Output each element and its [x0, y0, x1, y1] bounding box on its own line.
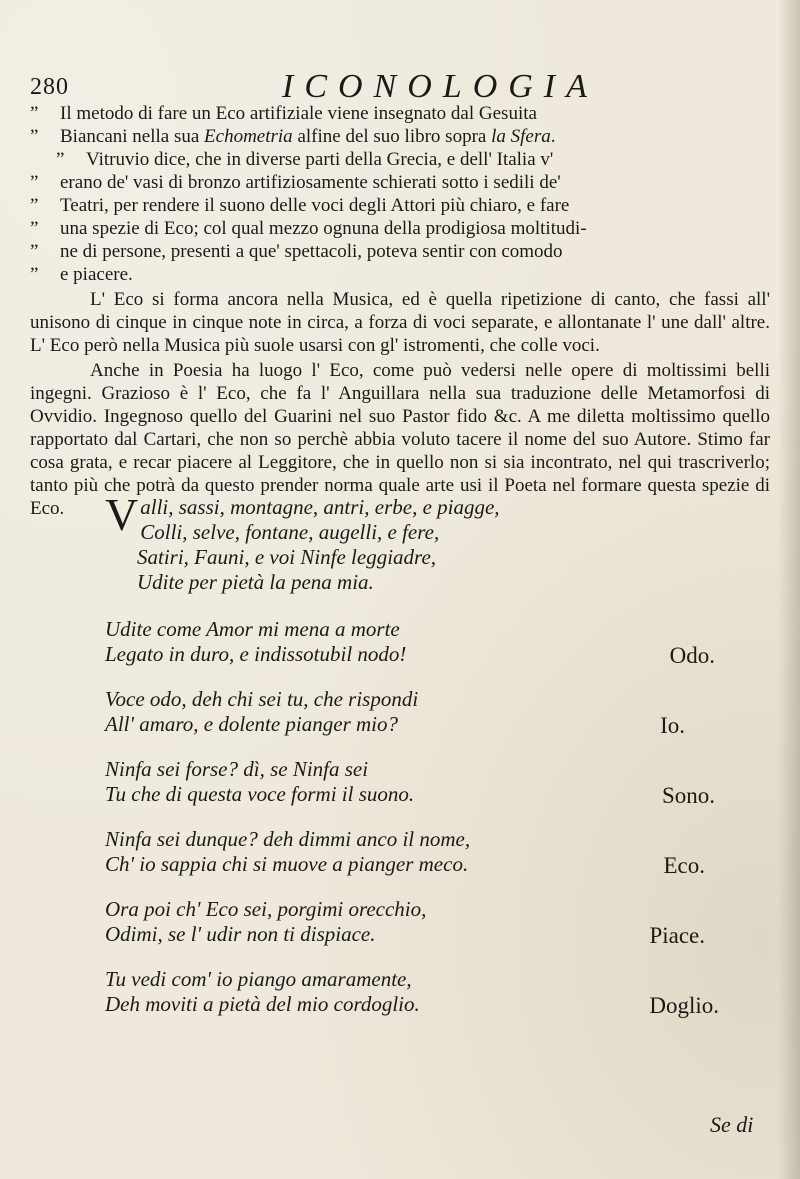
paragraph-poesia: Anche in Poesia ha luogo l' Eco, come può vedersi nelle opere di moltissimi belli ingegni. Grazioso è l' Eco, che fa l' Anguillara nella sua traduzione delle Metamorfosi di Ovvidio. Ingegnoso quello del Guarini nel suo Pastor fido &c. A me diletta moltissimo quello rapportato dal Cartari, che non so perchè abbia voluto tacere il nome del suo Autore. Stimo far cosa grata, e recar piacere al Leggitore, che in quello non si sia incontrato, nel qui trascriverlo; tanto più che potrà da questo prender norma quale arte usi il Poeta nel formare questa spezie di Eco. [30, 360, 770, 519]
poem-stanza [105, 757, 715, 808]
verse-line: Ninfa sei dunque? deh dimmi anco il nome, [105, 827, 471, 851]
echo-response: Odo. [669, 643, 715, 668]
verse-line: Udite per pietà la pena mia. [137, 570, 374, 594]
quote-line-1: ” Il metodo di fare un Eco artifiziale viene insegnato dal Gesuita [30, 103, 537, 124]
quote-mark: ” [30, 195, 39, 216]
quote-line-8: ” e piacere. [30, 264, 133, 285]
quote-mark: ” [30, 241, 39, 262]
quote-line-2: ” Biancani nella sua Echometria alfine del suo libro sopra la Sfera. [30, 126, 556, 147]
quote-mark: ” [30, 172, 39, 193]
echo-response: Sono. [661, 783, 715, 808]
verse-line: Ninfa sei forse? dì, se Ninfa sei [105, 757, 369, 781]
echo-response: Io. [660, 713, 685, 738]
poem-stanza [105, 897, 705, 947]
quote-line-7: ” ne di persone, presenti a que' spettacoli, poteva sentir con comodo [30, 241, 563, 262]
book-title-echometria: Echometria [204, 126, 293, 147]
paragraph-musica: L' Eco si forma ancora nella Musica, ed è quella ripetizione di canto, che fassi all' unisono di cinque in cinque note in circa, a forza di voci separate, e allontanate l' une dall' altre. L' Eco però nella Musica più suole usarsi con gl' istromenti, che colle voci. [30, 289, 770, 356]
quote-line-3: ” Vitruvio dice, che in diverse parti della Grecia, e dell' Italia v' [56, 149, 554, 170]
verse-line: Tu che di questa voce formi il suono. [105, 782, 415, 806]
poem-stanza-intro [105, 489, 705, 595]
quote-mark: ” [30, 126, 39, 147]
quote-mark: ” [30, 103, 39, 124]
poem-stanza [105, 967, 719, 1018]
book-title-la-sfera: la Sfera [491, 126, 551, 147]
verse-line: Colli, selve, fontane, augelli, e fere, [140, 520, 440, 544]
verse-line: Voce odo, deh chi sei tu, che rispondi [105, 687, 419, 711]
catchword: Se di [710, 1112, 754, 1137]
page-edge-shadow [778, 0, 800, 1179]
running-title: ICONOLOGIA [282, 68, 598, 105]
poem-stanza [105, 827, 705, 877]
page-number: 280 [30, 74, 69, 100]
verse-line: All' amaro, e dolente pianger mio? [105, 712, 399, 736]
verse-line: Ora poi ch' Eco sei, porgimi orecchio, [105, 897, 427, 921]
echo-poem [105, 489, 719, 1037]
poem-stanza [105, 617, 715, 668]
verse-line: Udite come Amor mi mena a morte [105, 617, 400, 641]
poem-stanza [105, 687, 705, 737]
prose-body [30, 102, 770, 520]
quote-mark: ” [56, 149, 65, 170]
verse-line: Legato in duro, e indissotubil nodo! [105, 642, 407, 666]
verse-line: alli, sassi, montagne, antri, erbe, e piagge, [140, 495, 500, 519]
echo-response: Piace. [649, 923, 705, 948]
drop-cap: V [105, 489, 139, 540]
quote-mark: ” [30, 264, 39, 285]
verse-line: Odimi, se l' udir non ti dispiace. [105, 922, 376, 946]
quote-line-4: ” erano de' vasi di bronzo artifiziosamente schierati sotto i sedili de' [30, 172, 561, 193]
verse-line: Satiri, Fauni, e voi Ninfe leggiadre, [137, 545, 437, 569]
quote-mark: ” [30, 218, 39, 239]
quote-line-6: ” una spezie di Eco; col qual mezzo ognuna della prodigiosa moltitudi- [30, 218, 587, 239]
verse-line: Tu vedi com' io piango amaramente, [105, 967, 412, 991]
verse-line: Deh moviti a pietà del mio cordoglio. [105, 992, 420, 1016]
echo-response: Eco. [663, 853, 705, 878]
echo-response: Doglio. [649, 993, 719, 1018]
running-head [30, 68, 770, 105]
verse-line: Ch' io sappia chi si muove a pianger meco. [105, 852, 469, 876]
quote-line-5: ” Teatri, per rendere il suono delle voci degli Attori più chiaro, e fare [30, 195, 570, 216]
